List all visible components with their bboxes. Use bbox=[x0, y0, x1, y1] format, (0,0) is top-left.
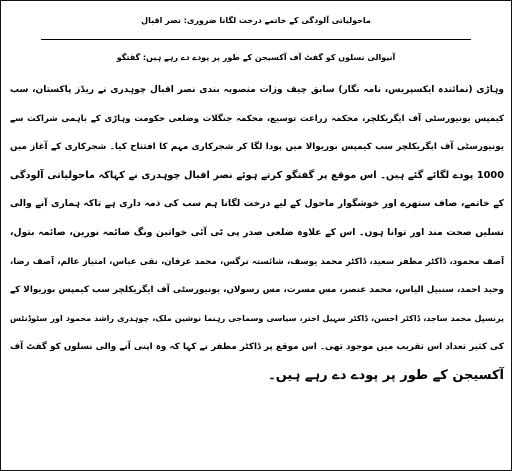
body-line: 1000 پودے لگائے گئے ہیں۔ اس موقع پر گفتگو کرتے ہوئے نصر اقبال چوہدری نے کہاکہ ماحولیاتی آلودگی bbox=[10, 169, 504, 181]
body-line: آکسیجن کے طور پر پودے دے رہے ہیں۔ bbox=[268, 367, 504, 383]
body-line: آصف محمود، ڈاکٹر مظفر سعید، ڈاکٹر محمد یوسف، شائستہ نرگس، محمد عرفان، نقی عباس، امتیاز عالم، آصف رضا، bbox=[10, 256, 504, 267]
body-line: پرنسپل محمد ساجد، ڈاکٹر احسن، ڈاکٹر سہیل اختر، سیاسی وسماجی رہنما نوشین ملک، چوہدری راشد محمود اور سٹوڈنٹس bbox=[10, 313, 504, 323]
headline: ماحولیاتی آلودگی کے خاتمے درخت لگانا ضروری: نصر اقبال bbox=[141, 16, 371, 25]
body-line: کیمپس یونیورسٹی آف ایگریکلچر، محکمہ زراعت توسیع، محکمہ جنگلات وضلعی حکومت وہاڑی کے باہمی شراکت سے bbox=[10, 113, 504, 124]
body-line: یونیورسٹی آف ایگریکلچر سب کیمپس بوریوالا میں پودا لگا کر شجرکاری مہم کا افتتاح کیا۔ شجرکاری کے آغاز میں bbox=[10, 142, 504, 153]
body-line: کی کثیر تعداد اس تقریب میں موجود تھی۔ اس موقع پر ڈاکٹر مظفر نے کہا کہ وہ اپنی آنے والی نسلوں کو گفٹ آف bbox=[10, 342, 504, 353]
body-line: کے خاتمے، صاف ستھرے اور خوشگوار ماحول کے لیے درخت لگانا ہم سب کی ذمہ داری ہے تاکہ ہماری آنے والی bbox=[10, 198, 504, 210]
article-body bbox=[1, 76, 511, 391]
body-line: وحید احمد، سنبیل الیاس، محمد عنصر، مس مسرت، مس رسولاں، یونیورسٹی آف ایگریکلچر سب کیمپس بوریوالا کے bbox=[10, 285, 504, 296]
body-line: نسلیں صحت مند اور توانا ہوں۔ اس کے علاوہ ضلعی صدر پی ٹی آئی خواتین ونگ صائمہ نورین، صائمہ بتول، bbox=[10, 226, 504, 238]
body-line: وہاڑی (نمائندہ ایکسپریس، نامہ نگار) سابق چیف وزات منصوبہ بندی نصر اقبال چوہدری نے ریڈز پاکستان، سب bbox=[10, 85, 504, 95]
divider bbox=[41, 39, 471, 40]
subheadline: آنیوالی نسلوں کو گفٹ آف آکسیجن کے طور پر پودے دے رہے ہیں: گفتگو bbox=[116, 53, 396, 62]
